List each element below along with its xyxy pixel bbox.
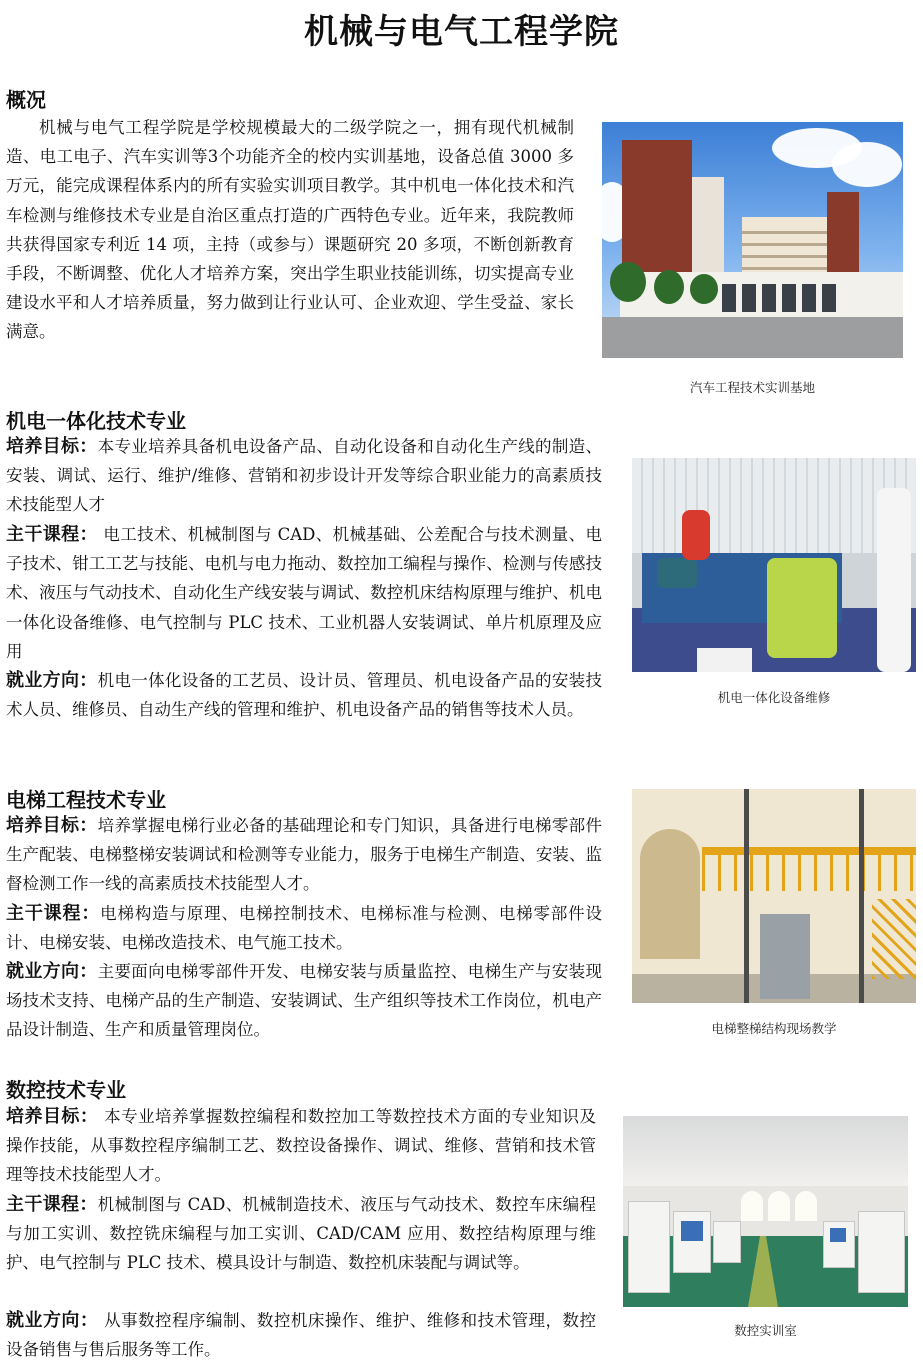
- major-courses: [6, 899, 602, 957]
- elevator-teaching-caption: 电梯整梯结构现场教学: [711, 1021, 837, 1036]
- goal-label: 培养目标：: [6, 1106, 99, 1127]
- goal-text: 本专业培养具备机电设备产品、自动化设备和自动化生产线的制造、安装、调试、运行、维护/维修、营销和初步设计开发等综合职业能力的高素质技术技能型人才: [6, 437, 603, 515]
- major-heading: 机电一体化技术专业: [6, 409, 186, 433]
- major-goal: [6, 1102, 596, 1190]
- job-text: 主要面向电梯零部件开发、电梯安装与质量监控、电梯生产与安装现场技术支持、电梯产品的生产制造、安装调试、生产组织等技术工作岗位，机电产品设计制造、生产和质量管理岗位。: [6, 962, 603, 1040]
- page-title: 机械与电气工程学院: [304, 12, 619, 52]
- cnc-lab-photo: [623, 1116, 908, 1307]
- course-text: 电梯构造与原理、电梯控制技术、电梯标准与检测、电梯零部件设计、电梯安装、电梯改造技术、电气施工技术。: [6, 904, 603, 953]
- course-text: 机械制图与 CAD、机械制造技术、液压与气动技术、数控车床编程与加工实训、数控铣床编程与加工实训、CAD/CAM 应用、数控结构原理与维护、电气控制与 PLC 技术、模具设计与制造、数控机床装配与调试等。: [6, 1195, 597, 1273]
- training-base-caption: 汽车工程技术实训基地: [689, 380, 815, 395]
- overview-heading: 概况: [6, 88, 46, 112]
- major-heading: 电梯工程技术专业: [6, 788, 166, 812]
- equipment-repair-photo: [632, 458, 916, 672]
- job-label: 就业方向：: [6, 1310, 99, 1331]
- goal-label: 培养目标：: [6, 436, 98, 457]
- job-text: 机电一体化设备的工艺员、设计员、管理员、机电设备产品的安装技术人员、维修员、自动生产线的管理和维护、机电设备产品的销售等技术人员。: [6, 671, 603, 720]
- goal-label: 培养目标：: [6, 815, 98, 836]
- job-text: 从事数控程序编制、数控机床操作、维护、维修和技术管理，数控设备销售与售后服务等工作。: [6, 1311, 596, 1360]
- job-label: 就业方向：: [6, 961, 98, 982]
- goal-text: 本专业培养掌握数控编程和数控加工等数控技术方面的专业知识及操作技能，从事数控程序编制工艺、数控设备操作、调试、维修、营销和技术管理等技术技能型人才。: [6, 1107, 596, 1185]
- major-goal: [6, 432, 602, 520]
- major-jobs: [6, 1306, 596, 1364]
- major-heading: 数控技术专业: [6, 1078, 126, 1102]
- course-label: 主干课程：: [6, 903, 101, 924]
- job-label: 就业方向：: [6, 670, 98, 691]
- overview-text: 机械与电气工程学院是学校规模最大的二级学院之一，拥有现代机械制造、电工电子、汽车实训等3个功能齐全的校内实训基地，设备总值 3000 多万元，能完成课程体系内的所有实验实训项目教学。其中机电一体化技术和汽车检测与维修技术专业是自治区重点打造的广西特色专业。近年来，我院教师共获得国家专利近 14 项，主持（或参与）课题研究 20 多项，不断创新教育手段，不断调整、优化人才培养方案，突出学生职业技能训练，切实提高专业建设水平和人才培养质量，努力做到让行业认可、企业欢迎、学生受益、家长满意。: [6, 118, 574, 342]
- elevator-teaching-photo: [632, 789, 916, 1003]
- cnc-lab-caption: 数控实训室: [734, 1323, 797, 1338]
- training-base-photo: [602, 122, 903, 358]
- major-courses: [6, 1190, 596, 1278]
- course-label: 主干课程：: [6, 1194, 98, 1215]
- goal-text: 培养掌握电梯行业必备的基础理论和专门知识，具备进行电梯零部件生产配装、电梯整梯安装调试和检测等专业能力，服务于电梯生产制造、安装、监督检测工作一线的高素质技术技能型人才。: [6, 816, 603, 894]
- major-jobs: [6, 957, 602, 1045]
- major-courses: [6, 520, 602, 666]
- major-jobs: [6, 666, 602, 724]
- equipment-repair-caption: 机电一体化设备维修: [717, 690, 831, 705]
- course-label: 主干课程：: [6, 524, 98, 545]
- course-text: 电工技术、机械制图与 CAD、机械基础、公差配合与技术测量、电子技术、钳工工艺与技能、电机与电力拖动、数控加工编程与操作、检测与传感技术、液压与气动技术、自动化生产线安装与调试、数控机床结构原理与维护、机电一体化设备维修、电气控制与 PLC 技术、工业机器人安装调试、单片机原理及应用: [6, 525, 603, 661]
- major-goal: [6, 811, 602, 899]
